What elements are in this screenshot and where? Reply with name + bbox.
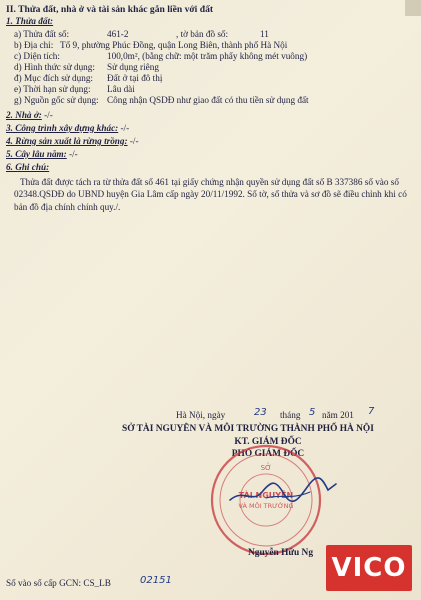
map-sheet-value: 11 xyxy=(260,29,269,39)
land-heading: 1. Thửa đất: xyxy=(6,16,54,26)
planted-forest-item xyxy=(6,136,139,147)
perennial-trees-item xyxy=(6,149,78,160)
area-value: 100,0m², (bằng chữ: một trăm phẩy không mét vuông) xyxy=(107,51,308,61)
notes-text: Thửa đất được tách ra từ thửa đất số 461 tại giấy chứng nhận quyền sử dụng đất số B 337386 số vào số 02348.QSDĐ do UBND huyện Gia Lâm cấp ngày 20/11/1992. Số tờ, số thửa và sơ đồ sẽ điều chỉnh khi có bản đồ địa chính chính quy./. xyxy=(14,177,407,212)
use-origin-value: Công nhận QSDĐ như giao đất có thu tiền sử dụng đất xyxy=(107,95,309,105)
use-origin-label: g) Nguồn gốc sử dụng: xyxy=(14,95,99,105)
use-term-value: Lâu dài xyxy=(107,84,135,94)
page-corner-fold xyxy=(405,0,421,16)
deputy-director: PHÓ GIÁM ĐỐC xyxy=(231,449,305,459)
parcel-number-value: 461-2 xyxy=(107,29,129,39)
perennial-trees-heading: 5. Cây lâu năm: xyxy=(6,149,67,159)
use-form-label: d) Hình thức sử dụng: xyxy=(14,62,95,72)
section-title: II. Thửa đất, nhà ở và tài sản khác gắn liền với đất xyxy=(6,4,214,15)
planted-forest-value: -/- xyxy=(129,136,139,146)
kt-director: KT. GIÁM ĐỐC xyxy=(234,437,302,447)
registry-value: 02151 xyxy=(140,575,172,586)
signature-icon xyxy=(226,470,346,510)
other-construction-value: -/- xyxy=(120,123,130,133)
date-city: Hà Nội, ngày xyxy=(176,410,226,420)
seal-line-2: TÀI NGUYÊN xyxy=(238,491,294,500)
date-year-label: năm 201 xyxy=(322,410,354,420)
date-month-label: tháng xyxy=(280,410,301,420)
housing-item xyxy=(6,110,53,121)
seal-line-3: VÀ MÔI TRƯỜNG xyxy=(238,502,294,510)
notes-heading: 6. Ghi chú: xyxy=(6,162,50,172)
vico-logo-text: VICO xyxy=(331,553,407,583)
registry-label: Số vào sổ cấp GCN: CS_LB xyxy=(6,578,111,588)
housing-heading: 2. Nhà ở: xyxy=(6,110,42,120)
date-year-digit: 7 xyxy=(368,406,375,417)
housing-value: -/- xyxy=(44,110,53,120)
use-form-value: Sử dụng riêng xyxy=(107,62,159,72)
use-term-label: e) Thời hạn sử dụng: xyxy=(14,84,91,94)
map-sheet-label: , tờ bản đồ số: xyxy=(176,29,229,39)
department-name: SỞ TÀI NGUYÊN VÀ MÔI TRƯỜNG THÀNH PHỐ HÀ NỘI xyxy=(122,424,374,434)
signer-name: Nguyễn Hữu Ng xyxy=(248,548,314,558)
other-construction-heading: 3. Công trình xây dựng khác: xyxy=(6,123,119,133)
use-purpose-label: đ) Mục đích sử dụng: xyxy=(14,73,93,83)
date-month: 5 xyxy=(309,407,316,418)
address-value: Tổ 9, phường Phúc Đồng, quận Long Biên, thành phố Hà Nội xyxy=(60,40,288,50)
use-purpose-value: Đất ở tại đô thị xyxy=(107,73,163,83)
vico-logo xyxy=(326,545,412,591)
other-construction-item xyxy=(6,123,129,134)
planted-forest-heading: 4. Rừng sản xuất là rừng trồng: xyxy=(6,136,128,146)
seal-line-1: SỞ xyxy=(260,464,272,472)
date-day: 23 xyxy=(254,407,267,418)
parcel-number-label: a) Thửa đất số: xyxy=(14,29,70,39)
area-label: c) Diện tích: xyxy=(14,51,60,61)
address-label: b) Địa chỉ: xyxy=(14,40,54,50)
perennial-trees-value: -/- xyxy=(69,149,78,159)
